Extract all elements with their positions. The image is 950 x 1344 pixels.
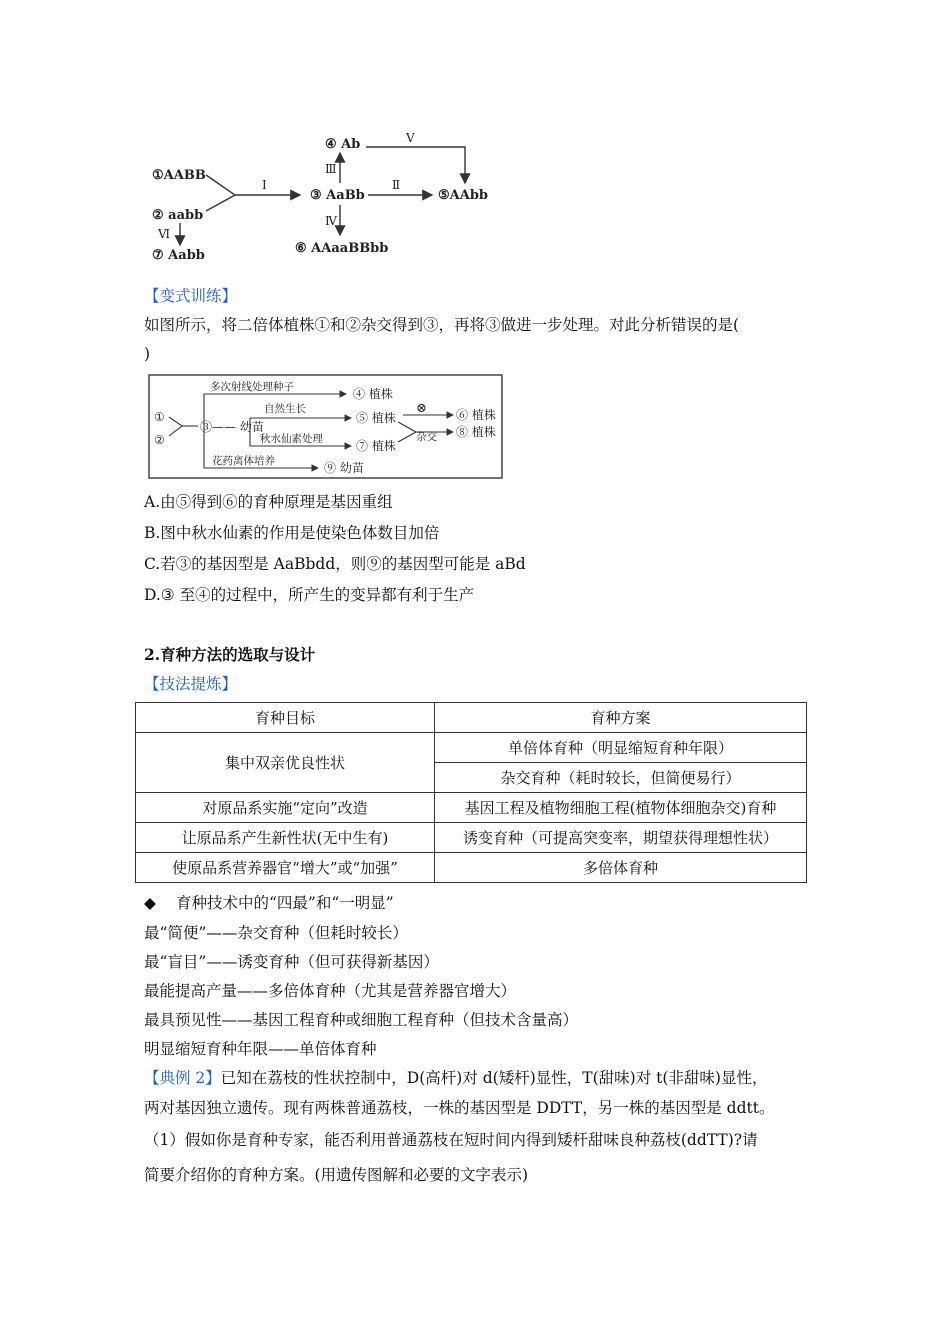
label-anther-culture: 花药离体培养	[212, 455, 275, 467]
table-row	[136, 853, 807, 883]
node-1: ①	[154, 410, 165, 424]
plan-cell: 杂交育种（耗时较长，但简便易行）	[435, 763, 807, 793]
section-title: 2.育种方法的选取与设计	[144, 645, 316, 664]
summary-line: 最能提高产量——多倍体育种（尤其是营养器官增大）	[144, 982, 517, 1000]
breeding-process-diagram	[148, 374, 504, 480]
breeding-methods-table	[135, 702, 807, 883]
plan-cell: 单倍体育种（明显缩短育种年限）	[435, 733, 807, 763]
header-plan: 育种方案	[435, 703, 807, 733]
summary-line: 明显缩短育种年限——单倍体育种	[144, 1040, 377, 1058]
label-radiation: 多次射线处理种子	[210, 381, 294, 393]
goal-cell: 使原品系营养器官“增大”或“加强”	[136, 853, 435, 883]
option-a: A.由⑤得到⑥的育种原理是基因重组	[144, 493, 393, 511]
example-line-3: （1）假如你是育种专家，能否利用普通荔枝在短时间内得到矮杆甜味良种荔枝(ddTT)?请	[144, 1131, 758, 1149]
example-tag: 【典例 2】	[144, 1069, 221, 1087]
example-line-4: 简要介绍你的育种方案。(用遗传图解和必要的文字表示)	[144, 1166, 529, 1184]
node-6: ⑥ AAaaBBbb	[295, 241, 389, 256]
example-line-1	[144, 1068, 767, 1088]
summary-line: 最“简便”——杂交育种（但耗时较长）	[144, 924, 408, 942]
node-2: ②	[154, 433, 165, 447]
variant-question: 如图所示，将二倍体植株①和②杂交得到③，再将③做进一步处理。对此分析错误的是(	[144, 316, 740, 334]
plan-cell: 基因工程及植物细胞工程(植物体细胞杂交)育种	[435, 793, 807, 823]
label-colchicine: 秋水仙素处理	[260, 433, 323, 445]
option-b: B.图中秋水仙素的作用是使染色体数目加倍	[144, 524, 440, 542]
node-7: ⑦ Aabb	[152, 248, 205, 263]
example-text: 已知在荔枝的性状控制中，D(高杆)对 d(矮杆)显性，T(甜味)对 t(非甜味)显性，	[220, 1069, 768, 1087]
summary-line: 最具预见性——基因工程育种或细胞工程育种（但技术含量高）	[144, 1011, 579, 1029]
example-line-2: 两对基因独立遗传。现有两株普通荔枝，一株的基因型是 DDTT，另一株的基因型是 ddtt。	[144, 1099, 775, 1117]
option-c: C.若③的基因型是 AaBbdd，则⑨的基因型可能是 aBd	[144, 555, 526, 573]
goal-cell: 让原品系产生新性状(无中生有)	[136, 823, 435, 853]
node-4: ④ Ab	[325, 137, 361, 152]
selfing-symbol: ⊗	[416, 401, 427, 416]
node-6: ⑥ 植株	[456, 408, 496, 422]
goal-cell: 集中双亲优良性状	[136, 733, 435, 793]
node-1: ①AABB	[152, 168, 206, 183]
summary-line: 最“盲目”——诱变育种（但可获得新基因）	[144, 953, 439, 971]
technique-heading: 【技法提炼】	[144, 675, 238, 693]
header-goal: 育种目标	[136, 703, 435, 733]
node-3-seedling: ③—— 幼苗	[200, 420, 264, 434]
label-I: Ⅰ	[262, 178, 267, 192]
summary-heading: 育种技术中的“四最”和“一明显”	[176, 894, 394, 912]
table-row	[136, 733, 807, 763]
node-9: ⑨ 幼苗	[324, 461, 364, 475]
label-cross: 杂交	[416, 431, 437, 443]
label-IV: Ⅳ	[325, 214, 337, 228]
node-2: ② aabb	[152, 208, 204, 223]
option-d: D.③ 至④的过程中，所产生的变异都有利于生产	[144, 586, 475, 604]
label-V: Ⅴ	[406, 131, 415, 145]
bullet-icon: ◆	[144, 894, 156, 912]
label-III: Ⅲ	[325, 162, 337, 176]
node-5: ⑤ 植株	[356, 411, 396, 425]
label-II: Ⅱ	[392, 178, 401, 192]
variant-question-end: )	[144, 345, 151, 363]
table-header-row	[136, 703, 807, 733]
table-row	[136, 823, 807, 853]
goal-cell: 对原品系实施“定向”改造	[136, 793, 435, 823]
plan-cell: 诱变育种（可提高突变率，期望获得理想性状）	[435, 823, 807, 853]
node-4: ④ 植株	[353, 387, 393, 401]
variant-heading: 【变式训练】	[144, 287, 238, 305]
node-8: ⑧ 植株	[456, 425, 496, 439]
label-natural-growth: 自然生长	[264, 403, 306, 415]
table-row	[136, 793, 807, 823]
node-7: ⑦ 植株	[356, 439, 396, 453]
plan-cell: 多倍体育种	[435, 853, 807, 883]
node-3: ③ AaBb	[310, 188, 365, 203]
merge-lines	[206, 175, 235, 211]
breeding-pathway-diagram	[140, 125, 500, 265]
arrow-V	[366, 147, 465, 183]
node-5: ⑤AAbb	[438, 188, 489, 203]
label-VI: Ⅵ	[158, 227, 171, 241]
